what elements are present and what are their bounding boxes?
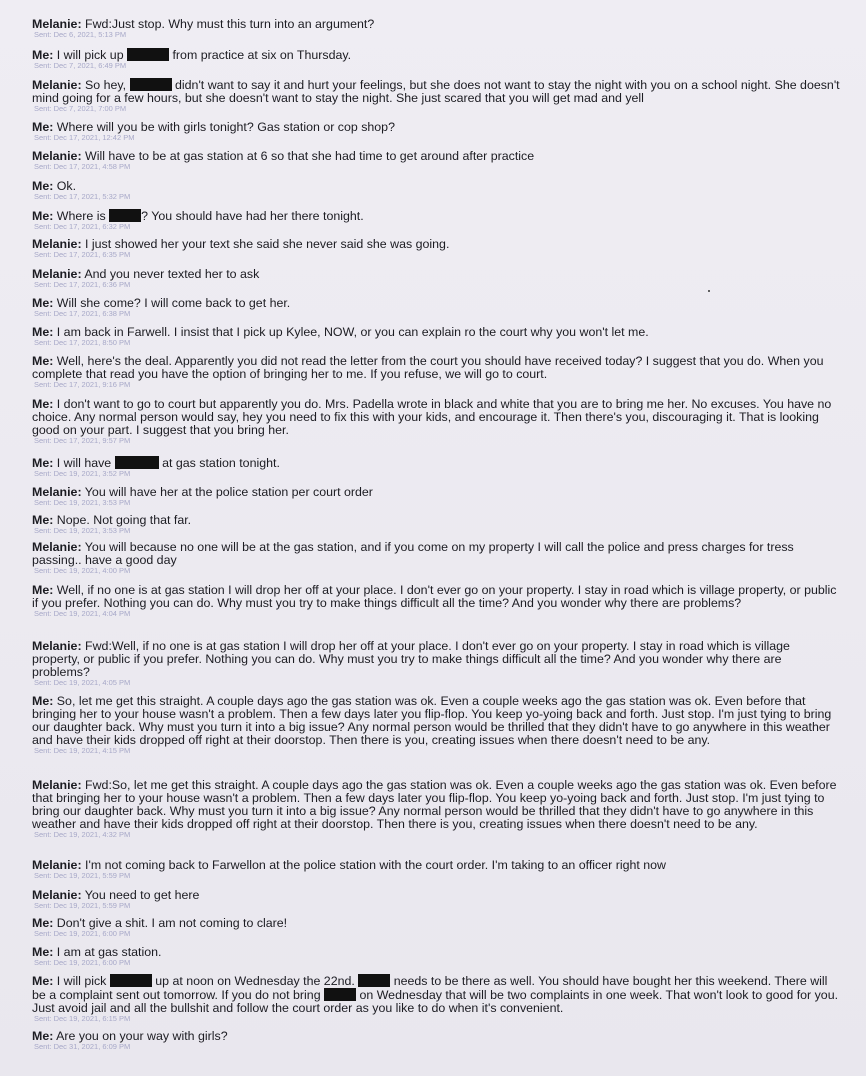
message-body <box>32 78 844 105</box>
message-text: from practice at six on Thursday. <box>169 48 352 62</box>
message-timestamp: Sent: Dec 19, 2021, 6:00 PM <box>34 958 131 967</box>
message-item <box>32 121 852 146</box>
message-body <box>32 541 832 567</box>
message-text: up at noon on Wednesday the 22nd. <box>151 974 359 988</box>
message-text: Well, here's the deal. Apparently you did not read the letter from the court you should have received today? I suggest that you do. When you complete that read you have the option of bringing her to me. If you refuse, we will go to court. <box>32 354 824 381</box>
message-sender: Me: <box>32 916 54 930</box>
message-timestamp: Sent: Dec 19, 2021, 3:53 PM <box>34 498 131 507</box>
message-body <box>32 180 852 193</box>
message-item <box>32 355 844 393</box>
message-item <box>32 946 852 971</box>
message-item <box>32 326 852 351</box>
message-text: Will have to be at gas station at 6 so that she had time to get around after practice <box>85 149 535 163</box>
message-text: I just showed her your text she said she never said she was going. <box>85 237 450 251</box>
message-sender: Me: <box>32 1029 54 1043</box>
message-timestamp: Sent: Dec 19, 2021, 4:05 PM <box>34 678 131 687</box>
message-text: I am back in Farwell. I insist that I pick up Kylee, NOW, or you can explain ro the court why you won't let me. <box>56 325 649 339</box>
message-body <box>32 779 844 831</box>
message-item <box>32 584 844 622</box>
message-timestamp: Sent: Dec 19, 2021, 4:32 PM <box>34 830 131 839</box>
message-timestamp: Sent: Dec 19, 2021, 5:59 PM <box>34 871 131 880</box>
message-body <box>32 514 852 527</box>
message-sender: Me: <box>32 296 54 310</box>
message-sender: Melanie: <box>32 78 82 92</box>
message-timestamp: Sent: Dec 19, 2021, 3:52 PM <box>34 469 131 478</box>
message-item <box>32 889 852 914</box>
message-body <box>32 640 832 679</box>
message-text: ? You should have had her there tonight. <box>141 209 364 223</box>
message-timestamp: Sent: Dec 7, 2021, 7:00 PM <box>34 104 127 113</box>
message-sender: Melanie: <box>32 540 82 554</box>
message-item <box>32 297 852 322</box>
message-body <box>32 238 852 251</box>
message-sender: Melanie: <box>32 149 82 163</box>
message-item <box>32 974 840 1027</box>
message-item <box>32 695 832 759</box>
message-timestamp: Sent: Dec 19, 2021, 6:00 PM <box>34 929 131 938</box>
message-sender: Me: <box>32 583 54 597</box>
message-body <box>32 355 844 381</box>
message-text: at gas station tonight. <box>158 456 280 470</box>
message-text: Are you on your way with girls? <box>56 1029 228 1043</box>
message-timestamp: Sent: Dec 19, 2021, 5:59 PM <box>34 901 131 910</box>
message-timestamp: Sent: Dec 17, 2021, 6:38 PM <box>34 309 131 318</box>
message-body <box>32 150 852 163</box>
message-text: on Wednesday that will be two complaints in one week. That won't look to good for you. Just avoid jail and all the bullshit and follow the court order as you like to do when it's convenient. <box>32 988 839 1015</box>
message-body <box>32 121 852 134</box>
message-sender: Melanie: <box>32 267 82 281</box>
message-sender: Me: <box>32 397 54 411</box>
message-body <box>32 889 852 902</box>
message-timestamp: Sent: Dec 19, 2021, 3:53 PM <box>34 526 131 535</box>
message-timestamp: Sent: Dec 7, 2021, 6:49 PM <box>34 61 127 70</box>
message-text: So hey, <box>85 78 130 92</box>
message-item <box>32 180 852 205</box>
message-sender: Me: <box>32 513 54 527</box>
message-body <box>32 695 832 747</box>
message-item <box>32 779 844 843</box>
message-timestamp: Sent: Dec 17, 2021, 8:50 PM <box>34 338 131 347</box>
message-item <box>32 238 852 263</box>
message-sender: Melanie: <box>32 778 82 792</box>
message-body <box>32 326 852 339</box>
message-sender: Me: <box>32 48 54 62</box>
message-timestamp: Sent: Dec 19, 2021, 4:00 PM <box>34 566 131 575</box>
message-timestamp: Sent: Dec 17, 2021, 9:16 PM <box>34 380 131 389</box>
message-body <box>32 1030 852 1043</box>
message-text: And you never texted her to ask <box>84 267 260 281</box>
message-timestamp: Sent: Dec 17, 2021, 6:35 PM <box>34 250 131 259</box>
message-text: You will because no one will be at the gas station, and if you come on my property I will call the police and press charges for tress passing.. have a good day <box>32 540 794 567</box>
message-sender: Melanie: <box>32 237 82 251</box>
message-text: Nope. Not going that far. <box>56 513 192 527</box>
message-item <box>32 78 844 117</box>
message-text: I will have <box>56 456 115 470</box>
message-item <box>32 541 832 579</box>
message-timestamp: Sent: Dec 19, 2021, 4:15 PM <box>34 746 131 755</box>
message-body <box>32 917 852 930</box>
message-sender: Melanie: <box>32 639 82 653</box>
message-item <box>32 1030 852 1055</box>
message-text: You need to get here <box>84 888 200 902</box>
message-item <box>32 640 832 691</box>
message-body <box>32 974 840 1015</box>
message-timestamp: Sent: Dec 19, 2021, 4:04 PM <box>34 609 131 618</box>
message-sender: Me: <box>32 945 54 959</box>
message-text: You will have her at the police station per court order <box>84 485 373 499</box>
message-item <box>32 486 852 511</box>
redaction-block <box>324 988 356 1001</box>
message-timestamp: Sent: Dec 17, 2021, 6:32 PM <box>34 222 131 231</box>
message-item <box>32 859 852 884</box>
redaction-block <box>115 456 159 469</box>
message-item <box>32 209 852 235</box>
message-sender: Me: <box>32 120 54 134</box>
message-timestamp: Sent: Dec 19, 2021, 6:15 PM <box>34 1014 131 1023</box>
message-text: Where is <box>56 209 110 223</box>
message-sender: Me: <box>32 209 54 223</box>
message-item <box>32 150 852 175</box>
message-item <box>32 18 852 43</box>
message-item <box>32 48 852 74</box>
message-body <box>32 268 852 281</box>
message-item <box>32 514 852 539</box>
message-text: So, let me get this straight. A couple days ago the gas station was ok. Even a couple weeks ago the gas station was ok. Even before that bringing her to your house wasn't a problem. Then a few days later you flip-flop. You keep yo-yoing back and forth. Just stop. I'm just tying to bring our daughter back. Why must you turn it into a big issue? Any normal person would be thrilled that they didn't have to go anywhere in this weather and have their kids dropped off right at their doorstop. Then there is you, creating issues when there doesn't need to be any. <box>32 694 832 747</box>
message-text: I will pick up <box>56 48 128 62</box>
message-text: didn't want to say it and hurt your feelings, but she does not want to stay the night with you on a school night. She doesn't mind going for a few hours, but she doesn't want to stay the night. She just scared that you will get mad and yell <box>32 78 840 105</box>
message-body <box>32 297 852 310</box>
message-body <box>32 486 852 499</box>
message-body <box>32 456 852 470</box>
message-body <box>32 946 852 959</box>
message-text: Fwd:Just stop. Why must this turn into an argument? <box>85 17 375 31</box>
message-body <box>32 398 844 437</box>
message-body <box>32 859 852 872</box>
message-timestamp: Sent: Dec 17, 2021, 9:57 PM <box>34 436 131 445</box>
message-text: Where will you be with girls tonight? Gas station or cop shop? <box>56 120 395 134</box>
message-timestamp: Sent: Dec 17, 2021, 12:42 PM <box>34 133 135 142</box>
redaction-block <box>358 974 390 987</box>
message-text: Don't give a shit. I am not coming to clare! <box>56 916 288 930</box>
message-text: Fwd:So, let me get this straight. A couple days ago the gas station was ok. Even a couple weeks ago the gas station was ok. Even before that bringing her to your house wasn't a problem. Then a few days later you flip-flop. You keep yo-yoing back and forth. Just stop. I'm just tying to bring our daughter back. Why must you turn it into a big issue? Any normal person would be thrilled that they didn't have to go anywhere in this weather and have their kids dropped off right at their doorstop. Then there is you, creating issues when there doesn't need to be any. <box>32 778 837 831</box>
message-sender: Me: <box>32 974 54 988</box>
message-sender: Me: <box>32 354 54 368</box>
message-timestamp: Sent: Dec 6, 2021, 5:13 PM <box>34 30 127 39</box>
message-timestamp: Sent: Dec 17, 2021, 4:58 PM <box>34 162 131 171</box>
message-text: I will pick <box>56 974 110 988</box>
message-sender: Me: <box>32 179 54 193</box>
message-sender: Me: <box>32 694 54 708</box>
message-text: I am at gas station. <box>56 945 162 959</box>
message-text: I'm not coming back to Farwellon at the police station with the court order. I'm taking to an officer right now <box>85 858 666 872</box>
stray-mark <box>708 290 710 292</box>
message-sender: Melanie: <box>32 858 82 872</box>
message-item <box>32 398 844 449</box>
message-timestamp: Sent: Dec 17, 2021, 5:32 PM <box>34 192 131 201</box>
redaction-block <box>109 209 141 222</box>
message-text: I don't want to go to court but apparently you do. Mrs. Padella wrote in black and white that you are to bring me her. No excuses. You have no choice. Any normal person would say, hey you need to fix this with your kids, and encourage it. Then there's you, discouraging it. That is looking good on your part. I suggest that you bring her. <box>32 397 832 437</box>
message-body <box>32 18 852 31</box>
message-item <box>32 268 852 293</box>
message-sender: Melanie: <box>32 888 82 902</box>
message-item <box>32 917 852 942</box>
message-sender: Me: <box>32 456 54 470</box>
message-text: Will she come? I will come back to get her. <box>56 296 291 310</box>
message-text: needs to be there as well. You should have bought her this weekend. There will be a complaint sent out tomorrow. If you do not bring <box>32 974 828 1002</box>
message-item <box>32 456 852 482</box>
redaction-block <box>127 48 169 61</box>
message-text: Well, if no one is at gas station I will drop her off at your place. I don't ever go on your property. I stay in road which is village property, or public if you prefer. Nothing you can do. Why must you try to make things difficult all the time? And you wonder why there are problems? <box>32 583 837 610</box>
redaction-block <box>110 974 152 987</box>
message-sender: Melanie: <box>32 17 82 31</box>
message-text: Ok. <box>56 179 77 193</box>
message-timestamp: Sent: Dec 31, 2021, 6:09 PM <box>34 1042 131 1051</box>
message-timestamp: Sent: Dec 17, 2021, 6:36 PM <box>34 280 131 289</box>
message-body <box>32 209 852 223</box>
message-sender: Melanie: <box>32 485 82 499</box>
message-sender: Me: <box>32 325 54 339</box>
message-text: Fwd:Well, if no one is at gas station I will drop her off at your place. I don't ever go on your property. I stay in road which is village property, or public if you prefer. Nothing you can do. Why must you try to make things difficult all the time? And you wonder why there are problems? <box>32 639 790 679</box>
message-body <box>32 48 852 62</box>
redaction-block <box>130 78 172 91</box>
message-body <box>32 584 844 610</box>
